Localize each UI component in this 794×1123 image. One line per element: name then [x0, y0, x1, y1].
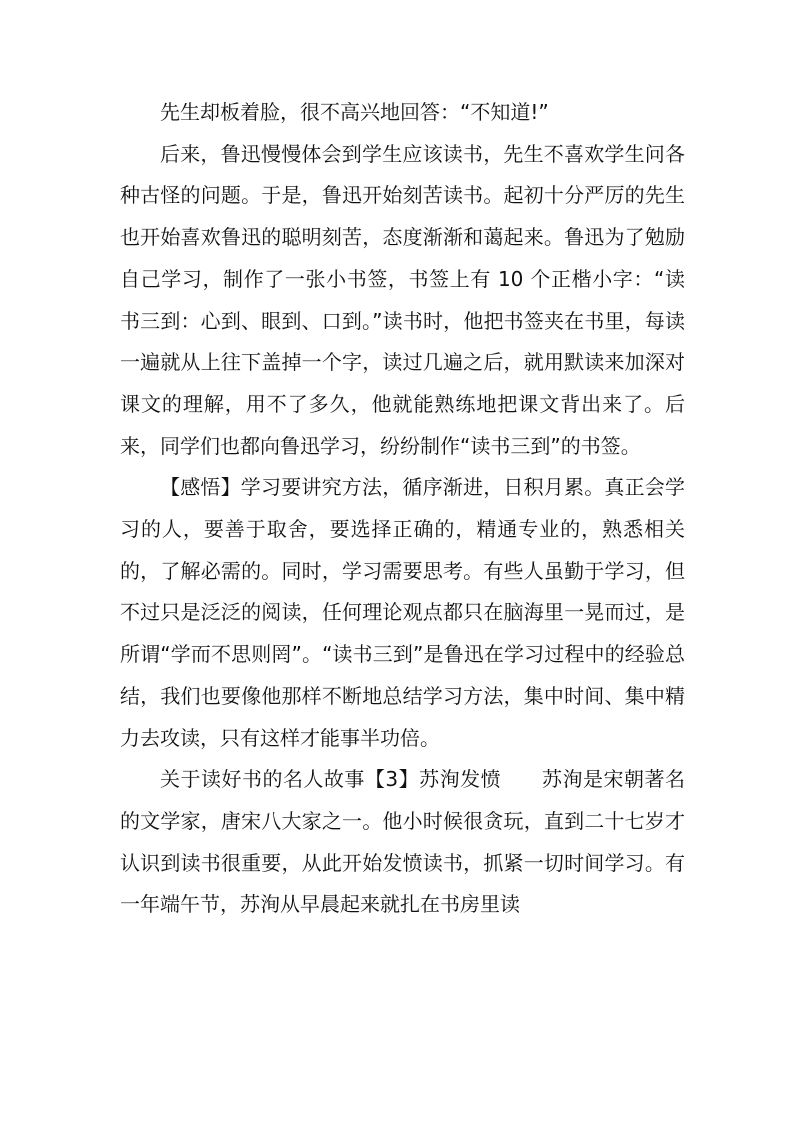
paragraph-reflection: 【感悟】学习要讲究方法，循序渐进，日积月累。真正会学习的人，要善于取舍，要选择正确的，精通专业的，熟悉相关的，了解必需的。同时，学习需要思考。有些人虽勤于学习，但不过只是泛泛的阅读，任何理论观点都只在脑海里一晃而过，是所谓“学而不思则罔”。“读书三到”是鲁迅在学习过程中的经验总结，我们也要像他那样不断地总结学习方法，集中时间、集中精力去攻读，只有这样才能事半功倍。 [120, 475, 685, 750]
document-body [120, 92, 685, 926]
paragraph-su-xun-story: 关于读好书的名人故事【3】苏洵发愤 苏洵是宋朝著名的文学家，唐宋八大家之一。他小时候很贪玩，直到二十七岁才认识到读书很重要，从此开始发愤读书，抓紧一切时间学习。有一年端午节，苏洵从早晨起来就扎在书房里读 [120, 767, 685, 917]
paragraph-teacher-reply: 先生却板着脸，很不高兴地回答：“不知道!” [160, 100, 549, 124]
paragraph-luxun-bookmark: 后来，鲁迅慢慢体会到学生应该读书，先生不喜欢学生问各种古怪的问题。于是，鲁迅开始刻苦读书。起初十分严厉的先生也开始喜欢鲁迅的聪明刻苦，态度渐渐和蔼起来。鲁迅为了勉励自己学习，制作了一张小书签，书签上有 10 个正楷小字：“读书三到：心到、眼到、口到。”读书时，他把书签夹在书里，每读一遍就从上往下盖掉一个字，读过几遍之后，就用默读来加深对课文的理解，用不了多久，他就能熟练地把课文背出来了。后来，同学们也都向鲁迅学习，纷纷制作“读书三到”的书签。 [120, 141, 685, 458]
